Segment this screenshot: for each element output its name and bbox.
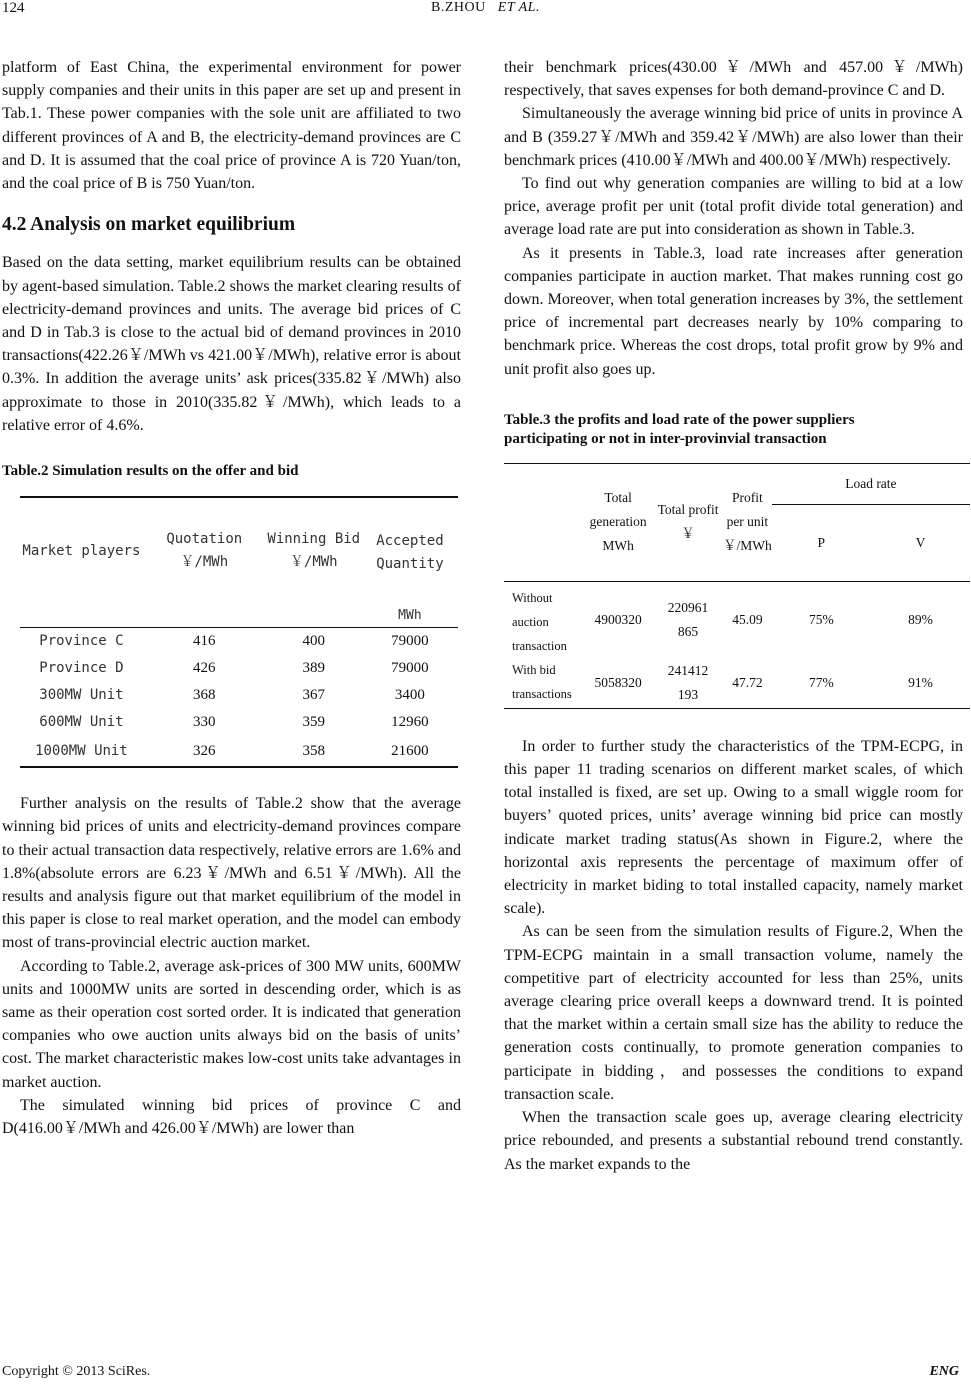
paragraph: In order to further study the characteristics of the TPM-ECPG, in this paper 11 trading scenarios on different market scales, of which total installed is fixed, are set up. Owing to a small wiggle room for buyers’ quoted prices, units’ average winning bid price can mostly indicate market trading status(As shown in Figure.2, where the horizontal axis represents the percentage of maximum offer of electricity in market biding to total installed capacity, namely market scale).	[504, 737, 963, 918]
paragraph: When the transaction scale goes up, average clearing electricity price rebounded, and presents a substantial rebound trend constantly. As the market expands to the	[504, 1109, 963, 1173]
table3-header-total-profit: Total profit ￥	[657, 502, 719, 542]
paragraph: their benchmark prices(430.00￥/MWh and 457.00￥/MWh) respectively, that saves expenses for both demand-province C and D.	[504, 59, 963, 100]
table-row: 1000MW Unit 326 358 21600	[20, 736, 458, 767]
right-column	[504, 56, 963, 1176]
table3-header-load-rate: Load rate	[772, 463, 970, 504]
table2-header-winning-bid: Winning Bid ￥/MWh	[267, 531, 361, 571]
table3-header-profit-per-unit: Profit per unit ￥/MWh	[723, 490, 772, 554]
table2-caption: Table.2 Simulation results on the offer and bid	[2, 463, 299, 480]
section-heading: 4.2 Analysis on market equilibrium	[2, 214, 296, 236]
table-row: 300MW Unit 368 367 3400	[39, 687, 425, 704]
table2	[20, 496, 458, 768]
table-row: Province D 426 389 79000	[39, 660, 429, 677]
table-row: Province C 416 400 79000	[39, 633, 429, 650]
paragraph: Based on the data setting, market equilibrium results can be obtained by agent-based simulation. Table.2 shows the market clearing results of electricity-demand provinces and units. The average bid prices of C and D in Tab.3 is close to the actual bid of demand provinces in 2010 transactions(422.26￥/MWh vs 421.00￥/MWh), relative error is about 0.3%. In addition the average units’ ask prices(335.82￥/MWh) also approximate to those in 2010(335.82￥/MWh), which leads to a relative error of 4.6%.	[2, 254, 461, 434]
copyright-notice: Copyright © 2013 SciRes.	[2, 1364, 151, 1379]
paragraph: To find out why generation companies are willing to bid at a low price, average profit per unit (total profit divide total generation) and average load rate are put into consideration as shown in Table.3.	[504, 175, 963, 239]
paragraph: According to Table.2, average ask-prices of 300 MW units, 600MW units and 1000MW units are sorted in descending order, which is as same as their operation cost sorted order. It is indicated that generation companies who owe auction units always bid on the basis of units’ cost. The market characteristic makes low-cost units take advantages in market auction.	[2, 957, 461, 1091]
table2-header-quotation: Quotation ￥/MWh	[166, 531, 243, 571]
table3-header-total-generation: Total generation MWh	[589, 490, 647, 554]
journal-abbrev: ENG	[929, 1364, 959, 1379]
left-column	[2, 56, 461, 1140]
table3-caption-line1: Table.3 the profits and load rate of the power suppliers	[504, 411, 855, 428]
table-row: With bid transactions 5058320 241412193 47.72 77% 91%	[504, 658, 970, 709]
table2-header-accepted-quantity: Accepted Quantity	[376, 533, 444, 573]
table-row: 600MW Unit 330 359 12960	[39, 714, 429, 731]
table3-header-p: P	[817, 534, 826, 550]
paragraph: platform of East China, the experimental environment for power supply companies and their units in this paper are set up and present in Tab.1. These power companies with the sole unit are affiliated to two different provinces of A and B, the electricity-demand provinces are C and D. It is assumed that the coal price of province A is 720 Yuan/ton, and the coal price of B is 750 Yuan/ton.	[2, 59, 461, 193]
table3	[504, 463, 970, 709]
table2-unit-row: MWh	[398, 608, 422, 624]
running-title-etal: ET AL.	[497, 0, 540, 15]
paragraph: The simulated winning bid prices of province C and D(416.00￥/MWh and 426.00￥/MWh) are lower than	[2, 1096, 461, 1138]
table2-header-market-players: Market players	[22, 542, 141, 559]
table3-header-v: V	[915, 534, 926, 550]
paragraph: As it presents in Table.3, load rate increases after generation companies participate in auction market. That makes running cost go down. Moreover, when total generation increases by 3%, the settlement price of incremental part decreases nearly by 10% comparing to benchmark price. Whereas the cost drops, total profit grow by 9% and unit profit also goes up.	[504, 244, 963, 378]
page-number: 124	[2, 0, 25, 16]
paragraph: Simultaneously the average winning bid price of units in province A and B (359.27￥/MWh and 359.42￥/MWh) are also lower than their benchmark prices (410.00￥/MWh and 400.00￥/MWh) respectively.	[504, 105, 963, 169]
running-title-author: B.ZHOU	[431, 0, 486, 15]
paragraph: Further analysis on the results of Table.2 show that the average winning bid prices of units and electricity-demand provinces compare to their actual transaction data respectively, relative errors are 1.6% and 1.8%(absolute errors are 6.23￥/MWh and 6.51￥/MWh). All the results and analysis figure out that market equilibrium of the model in this paper is close to real market operation, and the model can embody most of trans-provincial electric auction market.	[2, 795, 461, 952]
running-title	[0, 0, 971, 16]
table-row: Without auction transaction 4900320 220961865 45.09 75% 89%	[512, 590, 933, 653]
paragraph: As can be seen from the simulation results of Figure.2, When the TPM-ECPG maintain in a small transaction volume, namely the competitive part of electricity accounted for less than 25%, units average clearing price overall keeps a downward trend. It is pointed that the market within a certain small size has the ability to reduce the generation costs continually, to promote generation companies to participate in bidding，and possesses the conditions to expand transaction scale.	[504, 923, 963, 1103]
table3-caption-line2: participating or not in inter-provinvial transaction	[504, 430, 827, 447]
